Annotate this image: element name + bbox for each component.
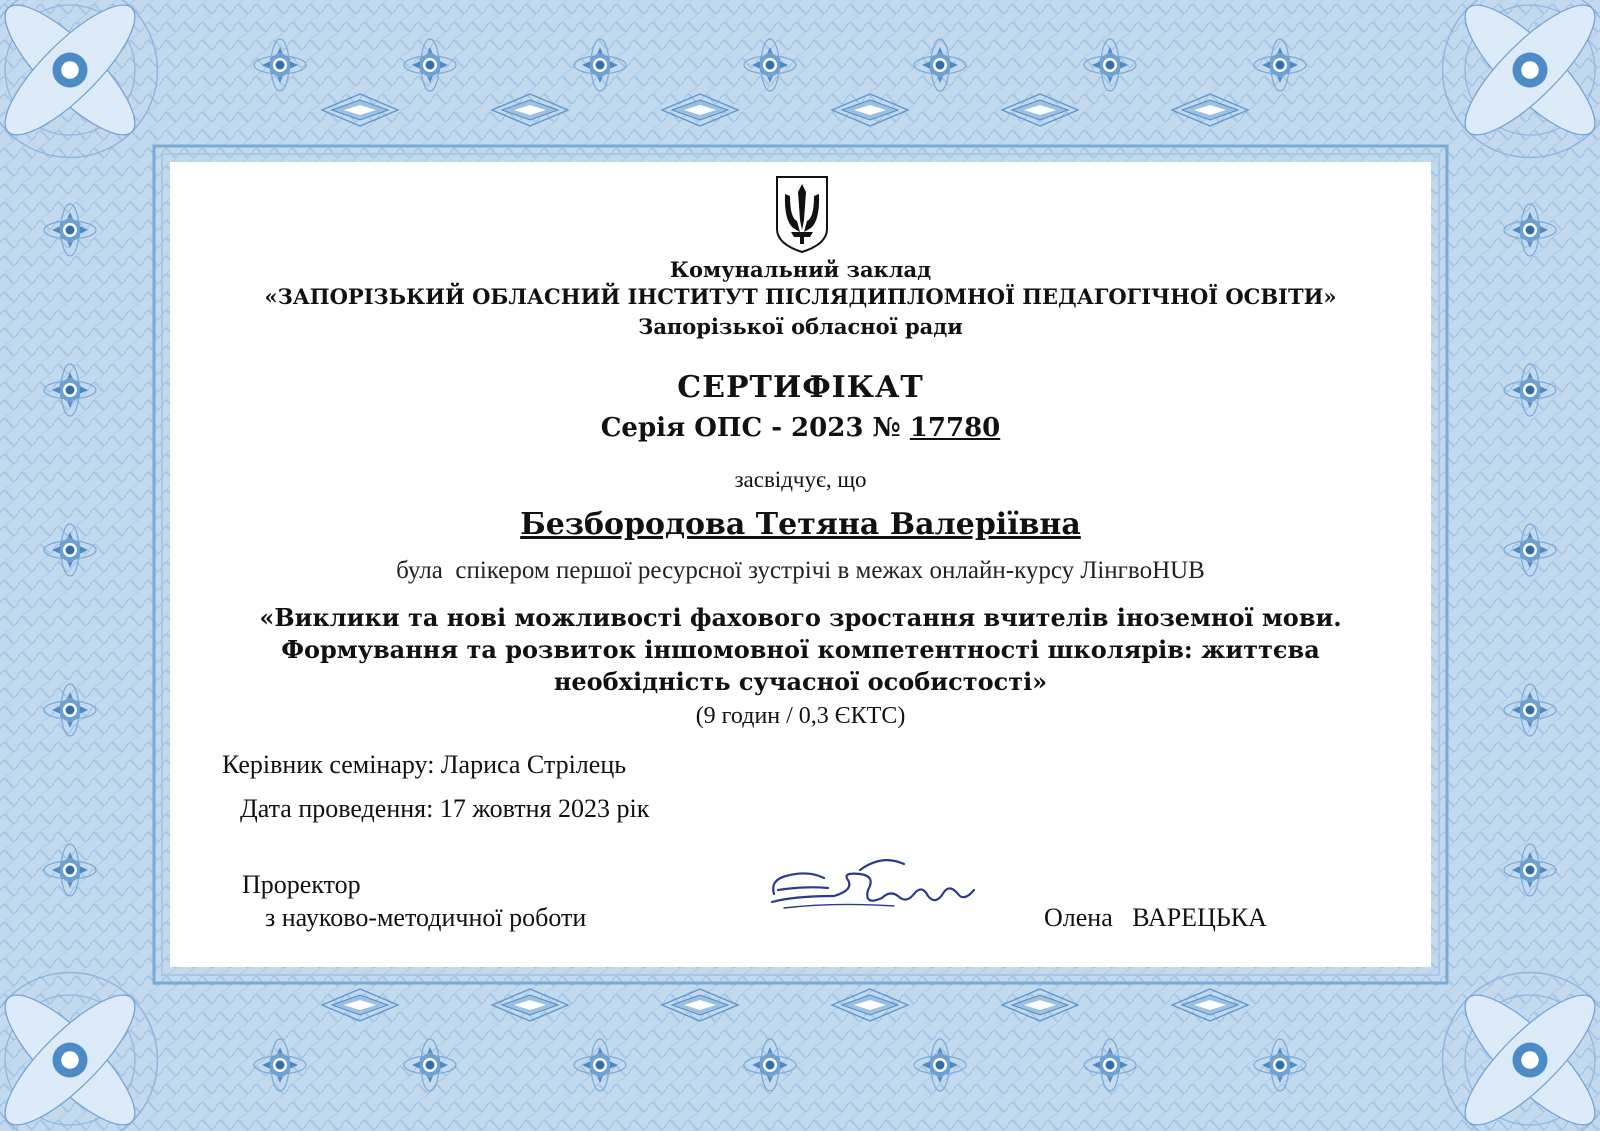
trident-emblem-icon [773,174,831,254]
signatory-name: Олена ВАРЕЦЬКА [1044,903,1267,932]
topic-line-3: необхідність сучасної особистості» [553,667,1048,696]
institution-name: «ЗАПОРІЗЬКИЙ ОБЛАСНИЙ ІНСТИТУТ ПІСЛЯДИПЛОМНОЇ ПЕДАГОГІЧНОЇ ОСВІТИ» [264,284,1337,309]
certificate-title: СЕРТИФІКАТ [677,370,924,405]
signatory-position-line-1: Проректор [242,870,361,899]
event-date: Дата проведення: 17 жовтня 2023 рік [240,794,650,823]
hours-credits: (9 годин / 0,3 ЄКТС) [695,703,906,729]
institution-line-3: Запорізької обласної ради [638,314,963,339]
certifies-text: засвідчує, що [734,467,867,492]
seminar-supervisor: Керівник семінару: Лариса Стрілець [222,750,627,779]
institution-line-1: Комунальний заклад [669,257,932,282]
series-prefix: Серія ОПС - 2023 № [600,413,910,443]
recipient-name: Безбородова Тетяна Валеріївна [520,507,1081,542]
role-text: була спікером першої ресурсної зустрічі в межах онлайн-курсу ЛінгвоHUB [396,557,1205,584]
topic-line-1: «Виклики та нові можливості фахового зростання вчителів іноземної мови. [259,603,1342,632]
signatory-position-line-2: з науково-методичної роботи [265,903,587,932]
certificate-body [170,162,1431,967]
certificate-number: 17780 [909,413,1001,443]
certificate-series [170,413,1431,443]
handwritten-signature [764,850,990,922]
topic-line-2: Формування та розвиток іншомовної компетентності школярів: життєва [281,635,1320,664]
